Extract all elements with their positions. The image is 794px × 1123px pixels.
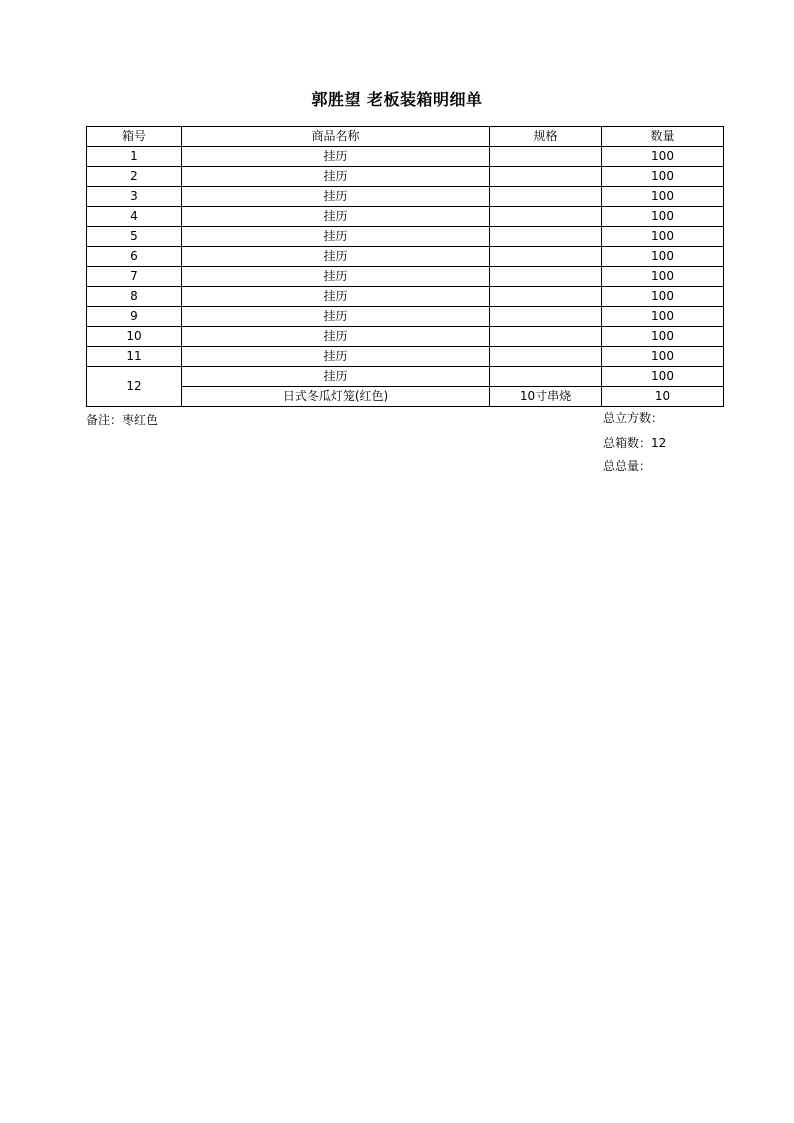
table-row <box>87 327 724 347</box>
header-quantity: 数量 <box>602 127 724 147</box>
cell-box-number: 7 <box>87 267 182 287</box>
cell-product-name: 挂历 <box>182 347 490 367</box>
cell-product-name: 挂历 <box>182 307 490 327</box>
cell-box-number: 4 <box>87 207 182 227</box>
table-row <box>87 247 724 267</box>
cell-box-number: 9 <box>87 307 182 327</box>
table-row <box>87 267 724 287</box>
cell-product-name: 挂历 <box>182 207 490 227</box>
total-volume: 总立方数： <box>603 411 664 425</box>
table-row <box>87 287 724 307</box>
cell-product-name: 挂历 <box>182 367 490 387</box>
table-row <box>87 147 724 167</box>
cell-product-name: 挂历 <box>182 187 490 207</box>
cell-spec <box>490 167 602 187</box>
cell-spec <box>490 347 602 367</box>
total-quantity: 总总量： <box>603 459 652 473</box>
table-header-row <box>87 127 724 147</box>
total-boxes: 总箱数：12 <box>603 436 667 450</box>
cell-quantity: 100 <box>602 207 724 227</box>
cell-quantity: 100 <box>602 247 724 267</box>
cell-spec <box>490 147 602 167</box>
cell-spec: 10寸串烧 <box>490 387 602 407</box>
cell-spec <box>490 247 602 267</box>
table-row <box>87 367 724 387</box>
cell-spec <box>490 327 602 347</box>
cell-box-number: 12 <box>87 367 182 407</box>
cell-product-name: 挂历 <box>182 327 490 347</box>
cell-product-name: 挂历 <box>182 287 490 307</box>
table-row <box>87 167 724 187</box>
cell-quantity: 100 <box>602 347 724 367</box>
cell-box-number: 11 <box>87 347 182 367</box>
cell-quantity: 100 <box>602 167 724 187</box>
cell-spec <box>490 367 602 387</box>
header-product-name: 商品名称 <box>182 127 490 147</box>
table-row <box>87 307 724 327</box>
cell-spec <box>490 287 602 307</box>
table-row <box>87 387 724 407</box>
cell-box-number: 6 <box>87 247 182 267</box>
cell-product-name: 挂历 <box>182 147 490 167</box>
cell-spec <box>490 307 602 327</box>
cell-quantity: 100 <box>602 227 724 247</box>
cell-product-name: 挂历 <box>182 267 490 287</box>
table-row <box>87 207 724 227</box>
cell-box-number: 10 <box>87 327 182 347</box>
cell-product-name: 日式冬瓜灯笼(红色) <box>182 387 490 407</box>
cell-box-number: 3 <box>87 187 182 207</box>
cell-quantity: 100 <box>602 187 724 207</box>
cell-spec <box>490 187 602 207</box>
cell-quantity: 100 <box>602 147 724 167</box>
cell-spec <box>490 267 602 287</box>
table-body <box>87 147 724 407</box>
packing-list-table <box>86 126 724 407</box>
cell-product-name: 挂历 <box>182 167 490 187</box>
cell-spec <box>490 207 602 227</box>
header-spec: 规格 <box>490 127 602 147</box>
cell-box-number: 8 <box>87 287 182 307</box>
cell-box-number: 2 <box>87 167 182 187</box>
remark-note: 备注：枣红色 <box>86 413 159 427</box>
cell-spec <box>490 227 602 247</box>
cell-box-number: 5 <box>87 227 182 247</box>
cell-quantity: 10 <box>602 387 724 407</box>
cell-quantity: 100 <box>602 307 724 327</box>
cell-box-number: 1 <box>87 147 182 167</box>
cell-quantity: 100 <box>602 327 724 347</box>
table-row <box>87 227 724 247</box>
cell-product-name: 挂历 <box>182 247 490 267</box>
cell-quantity: 100 <box>602 267 724 287</box>
table-row <box>87 187 724 207</box>
cell-quantity: 100 <box>602 367 724 387</box>
header-box-number: 箱号 <box>87 127 182 147</box>
document-title: 郭胜望 老板装箱明细单 <box>311 90 483 109</box>
cell-product-name: 挂历 <box>182 227 490 247</box>
table-row <box>87 347 724 367</box>
cell-quantity: 100 <box>602 287 724 307</box>
